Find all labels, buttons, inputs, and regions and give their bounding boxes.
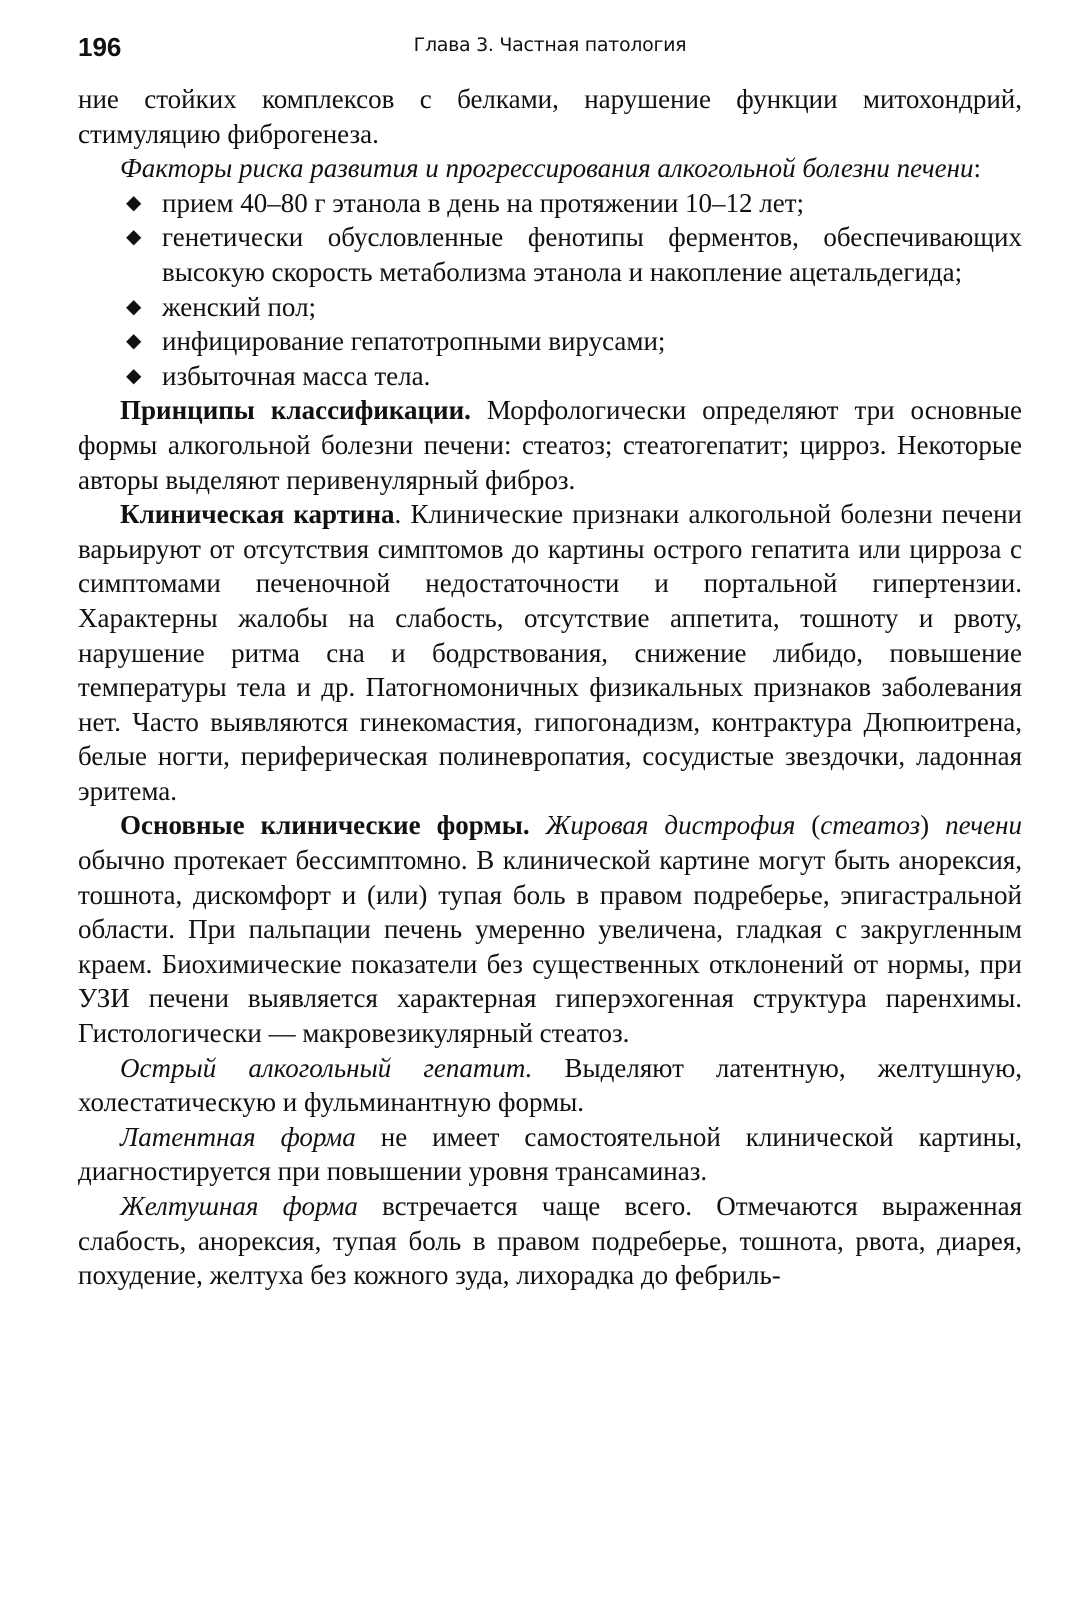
- paragraph-latent-form: [78, 1120, 1022, 1189]
- paragraph-icteric-form: [78, 1189, 1022, 1293]
- acute-hepatitis-text: Выделяют латентную, желтушную, холестатическую и фульминантную формы.: [78, 1052, 1022, 1118]
- clinical-forms-heading: Основные клинические формы.: [120, 810, 530, 841]
- paragraph-classification: [78, 393, 1022, 497]
- latent-form-text: не имеет самостоятельной клинической картины, диагностируется при повышении уровня трансаминаз.: [78, 1121, 1022, 1187]
- list-item: [126, 186, 1022, 221]
- paragraph-clinical-picture: [78, 497, 1022, 808]
- list-item-text: прием 40–80 г этанола в день на протяжении 10–12 лет;: [162, 187, 805, 218]
- diamond-bullet-icon: ◆: [126, 295, 142, 318]
- paragraph-risk-factors-intro: [78, 151, 1022, 186]
- fatty-dystrophy-term: Жировая дистрофия: [545, 810, 796, 841]
- risk-factors-colon: :: [973, 153, 982, 184]
- page-header: [78, 22, 1022, 82]
- paragraph-acute-hepatitis: [78, 1051, 1022, 1120]
- list-item-text: избыточная масса тела.: [162, 360, 431, 391]
- list-item: [126, 220, 1022, 289]
- risk-factors-list: [78, 186, 1022, 394]
- clinical-picture-heading: Клиническая картина: [120, 499, 395, 530]
- list-item-text: генетически обусловленные фенотипы ферментов, обеспечивающих высокую скорость метаболизма этанола и накопление ацетальдегида;: [162, 222, 1022, 287]
- diamond-bullet-icon: ◆: [126, 330, 142, 353]
- liver-term: печени: [945, 810, 1022, 841]
- list-item: [126, 290, 1022, 325]
- diamond-bullet-icon: ◆: [126, 226, 142, 249]
- acute-hepatitis-heading: Острый алкогольный гепатит.: [120, 1052, 533, 1083]
- icteric-form-text: встречается чаще всего. Отмечаются выраженная слабость, анорексия, тупая боль в правом подреберье, тошнота, рвота, диарея, похудение, желтуха без кожного зуда, лихорадка до фебриль-: [78, 1191, 1022, 1291]
- risk-factors-heading: Факторы риска развития и прогрессирования алкогольной болезни печени: [120, 153, 974, 184]
- list-item-text: женский пол;: [162, 291, 317, 322]
- list-item: [126, 324, 1022, 359]
- steatosis-term: стеатоз: [820, 810, 921, 841]
- latent-form-heading: Латентная форма: [120, 1121, 356, 1152]
- classification-text: Морфологически определяют три основные формы алкогольной болезни печени: стеатоз; стеатогепатит; цирроз. Некоторые авторы выделяют перивенулярный фиброз.: [78, 395, 1022, 495]
- clinical-picture-text: . Клинические признаки алкогольной болезни печени варьируют от отсутствия симптомов до картины острого гепатита или цирроза с симптомами печеночной недостаточности и портальной гипертензии. Характерны жалобы на слабость, отсутствие аппетита, тошноту и рвоту, нарушение ритма сна и бодрствования, снижение либидо, повышение температуры тела и др. Патогномоничных физикальных признаков заболевания нет. Часто выявляются гинекомастия, гипогонадизм, контрактура Дюпюитрена, белые ногти, периферическая полиневропатия, сосудистые звездочки, ладонная эритема.: [78, 499, 1022, 806]
- clinical-forms-space: [530, 810, 546, 840]
- list-item: [126, 359, 1022, 394]
- paragraph-continuation: ние стойких комплексов с белками, нарушение функции митохондрий, стимуляцию фиброгенеза.: [78, 84, 1022, 149]
- classification-heading: Принципы классификации.: [120, 395, 471, 426]
- diamond-bullet-icon: ◆: [126, 364, 142, 387]
- icteric-form-heading: Желтушная форма: [120, 1191, 358, 1221]
- clinical-forms-text: обычно протекает бессимптомно. В клинической картине могут быть анорексия, тошнота, дискомфорт и (или) тупая боль в правом подреберье, эпигастральной области. При пальпации печень умеренно увеличена, гладкая с закругленным краем. Биохимические показатели без существенных отклонений от нормы, при УЗИ печени выявляется характерная гиперэхогенная структура паренхимы. Гистологически — макровезикулярный стеатоз.: [78, 845, 1022, 1049]
- diamond-bullet-icon: ◆: [126, 191, 142, 214]
- paren-open: (: [795, 810, 821, 841]
- page-number: 196: [78, 32, 122, 62]
- body-text: [78, 82, 1022, 1293]
- paragraph-clinical-forms: [78, 808, 1022, 1050]
- paren-close: ): [920, 810, 946, 841]
- running-head: Глава 3. Частная патология: [413, 34, 687, 56]
- list-item-text: инфицирование гепатотропными вирусами;: [162, 326, 666, 357]
